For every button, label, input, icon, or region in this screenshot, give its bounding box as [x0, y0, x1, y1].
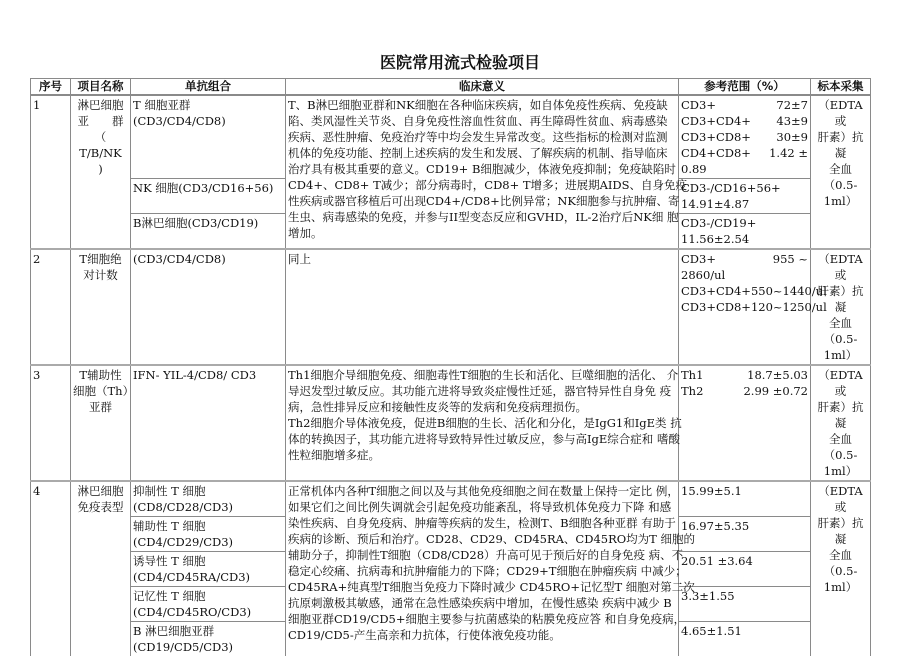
reference-range: [679, 622, 811, 656]
reference-value: 955 ~: [773, 251, 808, 267]
clinical-line: 染性疾病、自身免疫病、肿瘤等疾病的发生，检测T、B细胞各种亚群 有助于: [288, 515, 676, 531]
header-name: 项目名称: [71, 79, 131, 96]
specimen-collection: [811, 481, 871, 656]
reference-range: [679, 214, 811, 250]
reference-label: 20.51 ±3.64: [681, 553, 753, 569]
item-name-line: T细胞绝: [73, 251, 128, 267]
reference-line: [681, 113, 808, 129]
item-name-line: 亚群: [73, 399, 128, 415]
clinical-line: 性粒细胞增多症。: [288, 447, 676, 463]
reference-line: [681, 367, 808, 383]
item-name-line: 对计数: [73, 267, 128, 283]
antibody-combo: IFN- YIL-4/CD8/ CD3: [131, 365, 286, 481]
antibody-combo: [131, 552, 286, 587]
reference-label: Th1: [681, 367, 703, 383]
item-number: 1: [31, 95, 71, 249]
clinical-line: 疾病、恶性肿瘤、免疫治疗等中均会发生异常改变。这些指标的检测对监测: [288, 129, 676, 145]
item-name: [71, 481, 131, 656]
sample-line: 全血: [813, 161, 868, 177]
reference-line: [681, 97, 808, 113]
reference-label: CD3-/CD16+56+: [681, 180, 781, 196]
document-title: 医院常用流式检验项目: [0, 50, 920, 73]
clinical-line: Th2细胞介导体液免疫，促进B细胞的生长、活化和分化，是IgG1和IgE类 抗: [288, 415, 676, 431]
table-row: [31, 365, 871, 481]
reference-line: [681, 383, 808, 399]
sample-line: （EDTA 或: [813, 251, 868, 283]
table-header: [31, 79, 871, 96]
sample-line: 肝素）抗 凝: [813, 283, 868, 315]
reference-line: [681, 180, 808, 196]
reference-range: [679, 587, 811, 622]
clinical-line: 性疾病或器官移植后可出现CD4+/CD8+比例异常；NK细胞参与抗肿瘤、寄: [288, 193, 676, 209]
reference-label: 3.3±1.55: [681, 588, 735, 604]
reference-value: 550~1440/ul: [751, 283, 827, 299]
sample-line: 肝素）抗 凝: [813, 399, 868, 431]
reference-line: [681, 518, 808, 534]
sample-line: （EDTA 或: [813, 367, 868, 399]
reference-line: [681, 145, 808, 161]
antibody-combo: [131, 622, 286, 656]
clinical-line: 生虫、病毒感染的免疫，并参与II型变态反应和GVHD，IL-2治疗后NK细 胞: [288, 209, 676, 225]
reference-line: [681, 161, 808, 177]
header-clinical: 临床意义: [286, 79, 679, 96]
item-name-line: 细胞（Th）: [73, 383, 128, 399]
antibody-combo-line: 辅助性 T 细胞: [133, 518, 283, 534]
item-name-line: T辅助性: [73, 367, 128, 383]
reference-value: 18.7±5.03: [747, 367, 808, 383]
reference-label: 16.97±5.35: [681, 518, 749, 534]
item-name-line: T/B/NK: [73, 145, 128, 161]
reference-value: 43±9: [776, 113, 808, 129]
sample-line: （EDTA 或: [813, 483, 868, 515]
item-name: [71, 95, 131, 249]
antibody-combo-line: (CD4/CD45RA/CD3): [133, 569, 283, 585]
header-sample: 标本采集: [811, 79, 871, 96]
antibody-combo-line: (CD4/CD45RO/CD3): [133, 604, 283, 620]
reference-line: [681, 231, 808, 247]
item-number: 4: [31, 481, 71, 656]
clinical-line: T、B淋巴细胞亚群和NK细胞在各种临床疾病，如自体免疫性疾病、免疫缺: [288, 97, 676, 113]
sample-line: （0.5-1ml）: [813, 447, 868, 479]
clinical-line: CD45RA+纯真型T细胞当免疫力下降时减少 CD45RO+记忆型T 细胞对第二次: [288, 579, 676, 595]
sample-line: （0.5-1ml）: [813, 331, 868, 363]
reference-value: 1.42 ±: [769, 145, 808, 161]
table-row: [31, 481, 871, 517]
item-name-line: 淋巴细胞: [73, 483, 128, 499]
reference-line: [681, 283, 808, 299]
clinical-line: 治疗具有极其重要的意义。CD19+ B细胞减少，体液免疫抑制；免疫缺陷时: [288, 161, 676, 177]
clinical-line: CD19/CD5-产生高亲和力抗体，行使体液免疫功能。: [288, 627, 676, 643]
clinical-line: 陷、类风湿性关节炎、自身免疫性溶血性贫血、再生障碍性贫血、病毒感染: [288, 113, 676, 129]
item-name-line: （: [73, 129, 128, 145]
reference-line: [681, 267, 808, 283]
clinical-line: 导迟发型过敏反应。其功能亢进将导致炎症慢性迁延，器官特异性自身免 疫: [288, 383, 676, 399]
reference-line: [681, 251, 808, 267]
reference-label: CD3+: [681, 251, 716, 267]
item-name-line: 免疫表型: [73, 499, 128, 515]
clinical-line: 细胞亚群CD19/CD5+细胞主要参与抗菌感染的粘膜免疫应答 和自身免疫病，: [288, 611, 676, 627]
antibody-combo: [131, 587, 286, 622]
sample-line: 肝素）抗 凝: [813, 129, 868, 161]
antibody-combo-line: 记忆性 T 细胞: [133, 588, 283, 604]
reference-label: 2860/ul: [681, 267, 725, 283]
clinical-line: 病，急性排异反应和接触性皮炎等的发病和免疫病理损伤。: [288, 399, 676, 415]
header-reference: 参考范围（%）: [679, 79, 811, 96]
reference-range: [679, 481, 811, 517]
item-name: [71, 249, 131, 365]
antibody-combo-line: 诱导性 T 细胞: [133, 553, 283, 569]
sample-line: （EDTA 或: [813, 97, 868, 129]
header-combo: 单抗组合: [131, 79, 286, 96]
clinical-line: Th1细胞介导细胞免疫、细胞毒性T细胞的生长和活化、巨噬细胞的活化、 介: [288, 367, 676, 383]
reference-range: [679, 95, 811, 179]
reference-value: 72±7: [776, 97, 808, 113]
reference-label: 0.89: [681, 161, 707, 177]
antibody-combo-line: 抑制性 T 细胞: [133, 483, 283, 499]
specimen-collection: [811, 365, 871, 481]
reference-range: [679, 179, 811, 214]
clinical-line: 辅助分子，抑制性T细胞（CD8/CD28）升高可见于预后好的自身免疫 病、不: [288, 547, 676, 563]
item-number: 3: [31, 365, 71, 481]
clinical-significance: [286, 249, 679, 365]
reference-label: 14.91±4.87: [681, 196, 749, 212]
reference-value: 30±9: [776, 129, 808, 145]
sample-line: 全血: [813, 431, 868, 447]
antibody-combo-line: (CD8/CD28/CD3): [133, 499, 283, 515]
reference-label: 15.99±5.1: [681, 483, 742, 499]
reference-range: [679, 517, 811, 552]
reference-line: [681, 196, 808, 212]
reference-value: 2.99 ±0.72: [743, 383, 808, 399]
antibody-combo: T 细胞亚群(CD3/CD4/CD8): [131, 95, 286, 179]
table-row: [31, 249, 871, 365]
test-items-table: [30, 78, 871, 656]
reference-label: CD4+CD8+: [681, 145, 751, 161]
antibody-combo-line: B 淋巴细胞亚群: [133, 623, 283, 639]
reference-range: [679, 552, 811, 587]
reference-line: [681, 215, 808, 231]
item-name-line: 淋巴细胞: [73, 97, 128, 113]
reference-label: Th2: [681, 383, 703, 399]
reference-label: CD3+CD8+: [681, 129, 751, 145]
item-name-line: 亚 群: [73, 113, 128, 129]
reference-label: CD3+CD8+: [681, 299, 751, 315]
reference-line: [681, 553, 808, 569]
reference-line: [681, 588, 808, 604]
reference-label: CD3+CD4+: [681, 113, 751, 129]
clinical-line: 机体的免疫功能、控制上述疾病的发生和发展、了解疾病的机制、指导临床: [288, 145, 676, 161]
clinical-line: 正常机体内各种T细胞之间以及与其他免疫细胞之间在数量上保持一定比 例，: [288, 483, 676, 499]
sample-line: （0.5-1ml）: [813, 177, 868, 209]
clinical-line: 增加。: [288, 225, 676, 241]
reference-line: [681, 299, 808, 315]
header-no: 序号: [31, 79, 71, 96]
clinical-line: CD4+、CD8+ T减少；部分病毒时，CD8+ T增多；进展期AIDS、自身免疫: [288, 177, 676, 193]
clinical-line: 稳定心绞痛、抗病毒和抗肿瘤能力的下降；CD29+T细胞在肿瘤疾病 中减少；: [288, 563, 676, 579]
clinical-significance: [286, 95, 679, 249]
reference-line: [681, 129, 808, 145]
reference-range: [679, 249, 811, 365]
antibody-combo-line: (CD19/CD5/CD3): [133, 639, 283, 655]
clinical-line: 疾病的诊断、预后和治疗。CD28、CD29、CD45RA、CD45RO均为T 细胞的: [288, 531, 676, 547]
clinical-significance: [286, 481, 679, 656]
antibody-combo-line: (CD4/CD29/CD3): [133, 534, 283, 550]
reference-value: 120~1250/ul: [751, 299, 827, 315]
clinical-significance: [286, 365, 679, 481]
antibody-combo: (CD3/CD4/CD8): [131, 249, 286, 365]
clinical-line: 同上: [288, 251, 676, 267]
specimen-collection: [811, 95, 871, 249]
reference-range: [679, 365, 811, 481]
clinical-line: 如果它们之间比例失调就会引起免疫功能紊乱，将导致机体免疫力下降 和感: [288, 499, 676, 515]
antibody-combo: B淋巴细胞(CD3/CD19): [131, 214, 286, 250]
reference-line: [681, 623, 808, 639]
reference-label: CD3-/CD19+: [681, 215, 756, 231]
table-row: [31, 95, 871, 179]
item-number: 2: [31, 249, 71, 365]
sample-line: 全血: [813, 315, 868, 331]
antibody-combo: [131, 481, 286, 517]
reference-line: [681, 483, 808, 499]
reference-label: 11.56±2.54: [681, 231, 749, 247]
reference-label: CD3+CD4+: [681, 283, 751, 299]
sample-line: 全血: [813, 547, 868, 563]
antibody-combo: [131, 517, 286, 552]
antibody-combo: NK 细胞(CD3/CD16+56): [131, 179, 286, 214]
reference-label: CD3+: [681, 97, 716, 113]
item-name: [71, 365, 131, 481]
clinical-line: 体的转换因子，其功能亢进将导致特异性过敏反应，参与高IgE综合症和 嗜酸: [288, 431, 676, 447]
item-name-line: ): [73, 161, 128, 177]
sample-line: （0.5-1ml）: [813, 563, 868, 595]
sample-line: 肝素）抗 凝: [813, 515, 868, 547]
clinical-line: 抗原刺激极其敏感，通常在急性感染疾病中增加，在慢性感染 疾病中减少 B: [288, 595, 676, 611]
reference-label: 4.65±1.51: [681, 623, 742, 639]
